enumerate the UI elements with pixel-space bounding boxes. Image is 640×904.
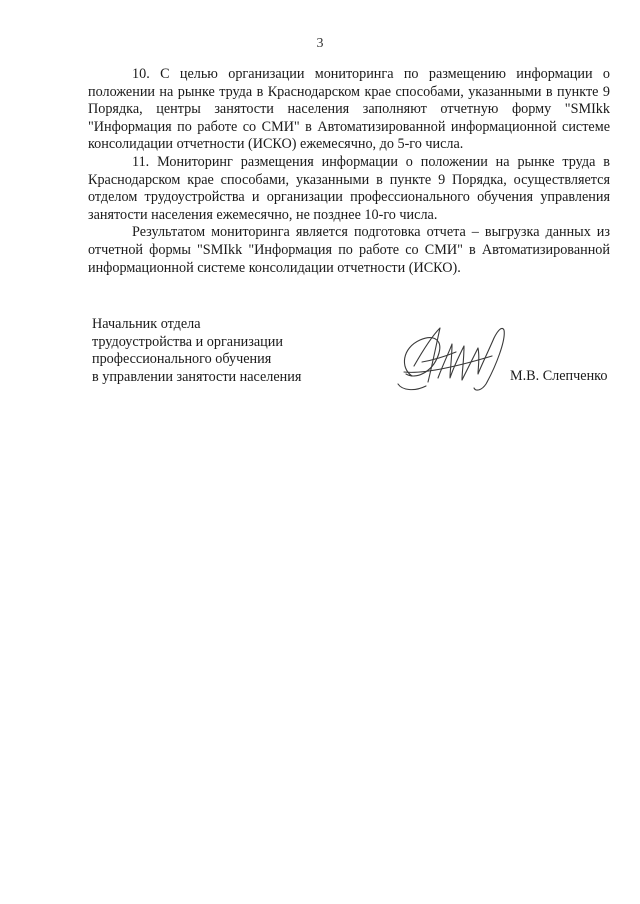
position-title [92,316,301,386]
position-line: трудоустройства и организации [92,333,283,350]
page-number: 3 [316,36,324,51]
signature-block [92,316,622,396]
position-line: профессионального обучения [92,351,272,368]
paragraph-11: 11. Мониторинг размещения информации о положении на рынке труда в Краснодарском крае способами, указанными в пункте 9 Порядка, осуществляется отделом трудоустройства и организации профессионального обучения управления занятости населения ежемесячно, не позднее 10-го числа. [88,153,610,223]
paragraph-10: 10. С целью организации мониторинга по размещению информации о положении на рынке труда в Краснодарском крае способами, указанными в пункте 9 Порядка, центры занятости населения заполняют отчетную форму "SMIkk "Информация по работе со СМИ" в Автоматизированной информационной системе консолидации отчетности (ИСКО) ежемесячно, до 5-го числа. [88,66,610,153]
paragraph-result: Результатом мониторинга является подготовка отчета – выгрузка данных из отчетной формы "SMIkk "Информация по работе со СМИ" в Автоматизированной информационной системе консолидации отчетности (ИСКО). [88,224,610,276]
signatory-name: М.В. Слепченко [510,368,608,384]
handwritten-signature-icon [392,316,517,396]
position-line: Начальник отдела [92,316,201,332]
position-line: в управлении занятости населения [92,368,302,385]
body-text [88,66,610,277]
